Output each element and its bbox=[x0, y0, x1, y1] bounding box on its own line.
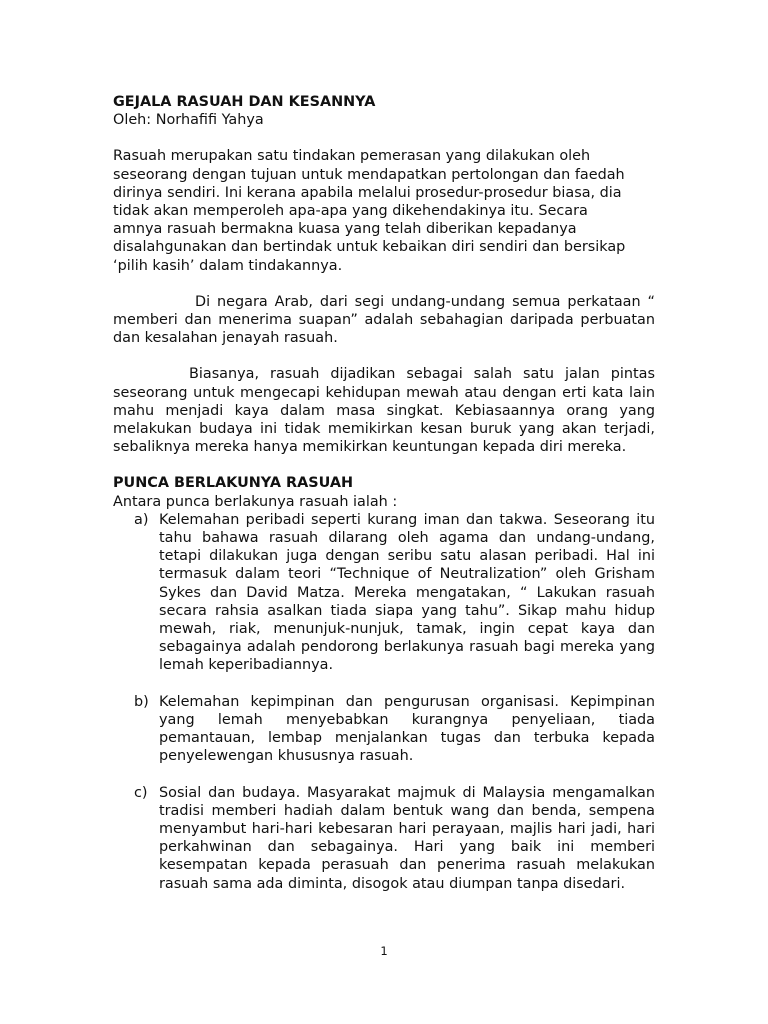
list-marker: a) bbox=[134, 511, 149, 528]
spacer bbox=[113, 275, 655, 293]
document-title: GEJALA RASUAH DAN KESANNYA bbox=[113, 94, 376, 110]
causes-list bbox=[113, 511, 655, 893]
list-item bbox=[113, 693, 655, 766]
author-line: Oleh: Norhafifi Yahya bbox=[113, 112, 264, 129]
spacer bbox=[113, 347, 655, 365]
intro-line: ‘pilih kasih’ dalam tindakannya. bbox=[113, 257, 343, 274]
list-item-text: Kelemahan peribadi seperti kurang iman dan takwa. Seseorang itu tahu bahawa rasuah dilarang oleh agama dan undang-undang, tetapi dilakukan juga dengan seribu satu alasan peribadi. Hal ini termasuk dalam teori “Technique of Neutralization” oleh Grisham Sykes dan David Matza. Mereka mengatakan, “ Lakukan rasuah secara rahsia asalkan tiada siapa yang tahu”. Sikap mahu hidup mewah, riak, menunjuk-nunjuk, tamak, ingin cepat kaya dan sebagainya adalah pendorong berlakunya rasuah bagi mereka yang lemah keperibadiannya. bbox=[159, 511, 655, 674]
list-item-text: Sosial dan budaya. Masyarakat majmuk di Malaysia mengamalkan tradisi memberi hadiah dalam bentuk wang dan benda, sempena menyambut hari-hari kebesaran hari perayaan, majlis hari jadi, hari perkahwinan dan sebagainya. Hari yang baik ini memberi kesempatan kepada perasuah dan penerima rasuah melakukan rasuah sama ada diminta, disogok atau diumpan tanpa disedari. bbox=[159, 784, 655, 892]
intro-paragraph bbox=[113, 147, 655, 274]
list-marker: b) bbox=[134, 693, 149, 710]
list-item bbox=[113, 784, 655, 893]
intro-line: disalahgunakan dan bertindak untuk kebaikan diri sendiri dan bersikap bbox=[113, 239, 626, 256]
biasanya-paragraph: Biasanya, rasuah dijadikan sebagai salah satu jalan pintas seseorang untuk mengecapi kehidupan mewah atau dengan erti kata lain mahu menjadi kaya dalam masa singkat. Kebiasaannya orang yang melakukan budaya ini tidak memikirkan kesan buruk yang akan terjadi, sebaliknya mereka hanya memikirkan keuntungan kepada diri mereka. bbox=[113, 366, 655, 456]
spacer bbox=[113, 129, 655, 147]
intro-line: dirinya sendiri. Ini kerana apabila melalui prosedur-prosedur biasa, dia bbox=[113, 184, 622, 201]
list-item bbox=[113, 511, 655, 675]
list-marker: c) bbox=[134, 784, 148, 801]
arab-paragraph: Di negara Arab, dari segi undang-undang semua perkataan “ memberi dan menerima suapan” adalah sebahagian daripada perbuatan dan kesalahan jenayah rasuah. bbox=[113, 293, 655, 347]
spacer bbox=[113, 456, 655, 474]
document-page bbox=[113, 93, 655, 893]
spacer bbox=[113, 766, 655, 784]
section-intro: Antara punca berlakunya rasuah ialah : bbox=[113, 493, 398, 510]
intro-line: seseorang dengan tujuan untuk mendapatkan pertolongan dan faedah bbox=[113, 166, 625, 183]
section-heading: PUNCA BERLAKUNYA RASUAH bbox=[113, 475, 353, 492]
intro-line: Rasuah merupakan satu tindakan pemerasan yang dilakukan oleh bbox=[113, 148, 591, 165]
intro-line: amnya rasuah bermakna kuasa yang telah diberikan kepadanya bbox=[113, 221, 577, 238]
intro-line: tidak akan memperoleh apa-apa yang dikehendakinya itu. Secara bbox=[113, 203, 588, 220]
spacer bbox=[113, 675, 655, 693]
list-item-text: Kelemahan kepimpinan dan pengurusan organisasi. Kepimpinan yang lemah menyebabkan kurangnya penyeliaan, tiada pemantauan, lembap menjalankan tugas dan terbuka kepada penyelewengan khususnya rasuah. bbox=[159, 693, 655, 765]
page-number: 1 bbox=[380, 944, 388, 958]
